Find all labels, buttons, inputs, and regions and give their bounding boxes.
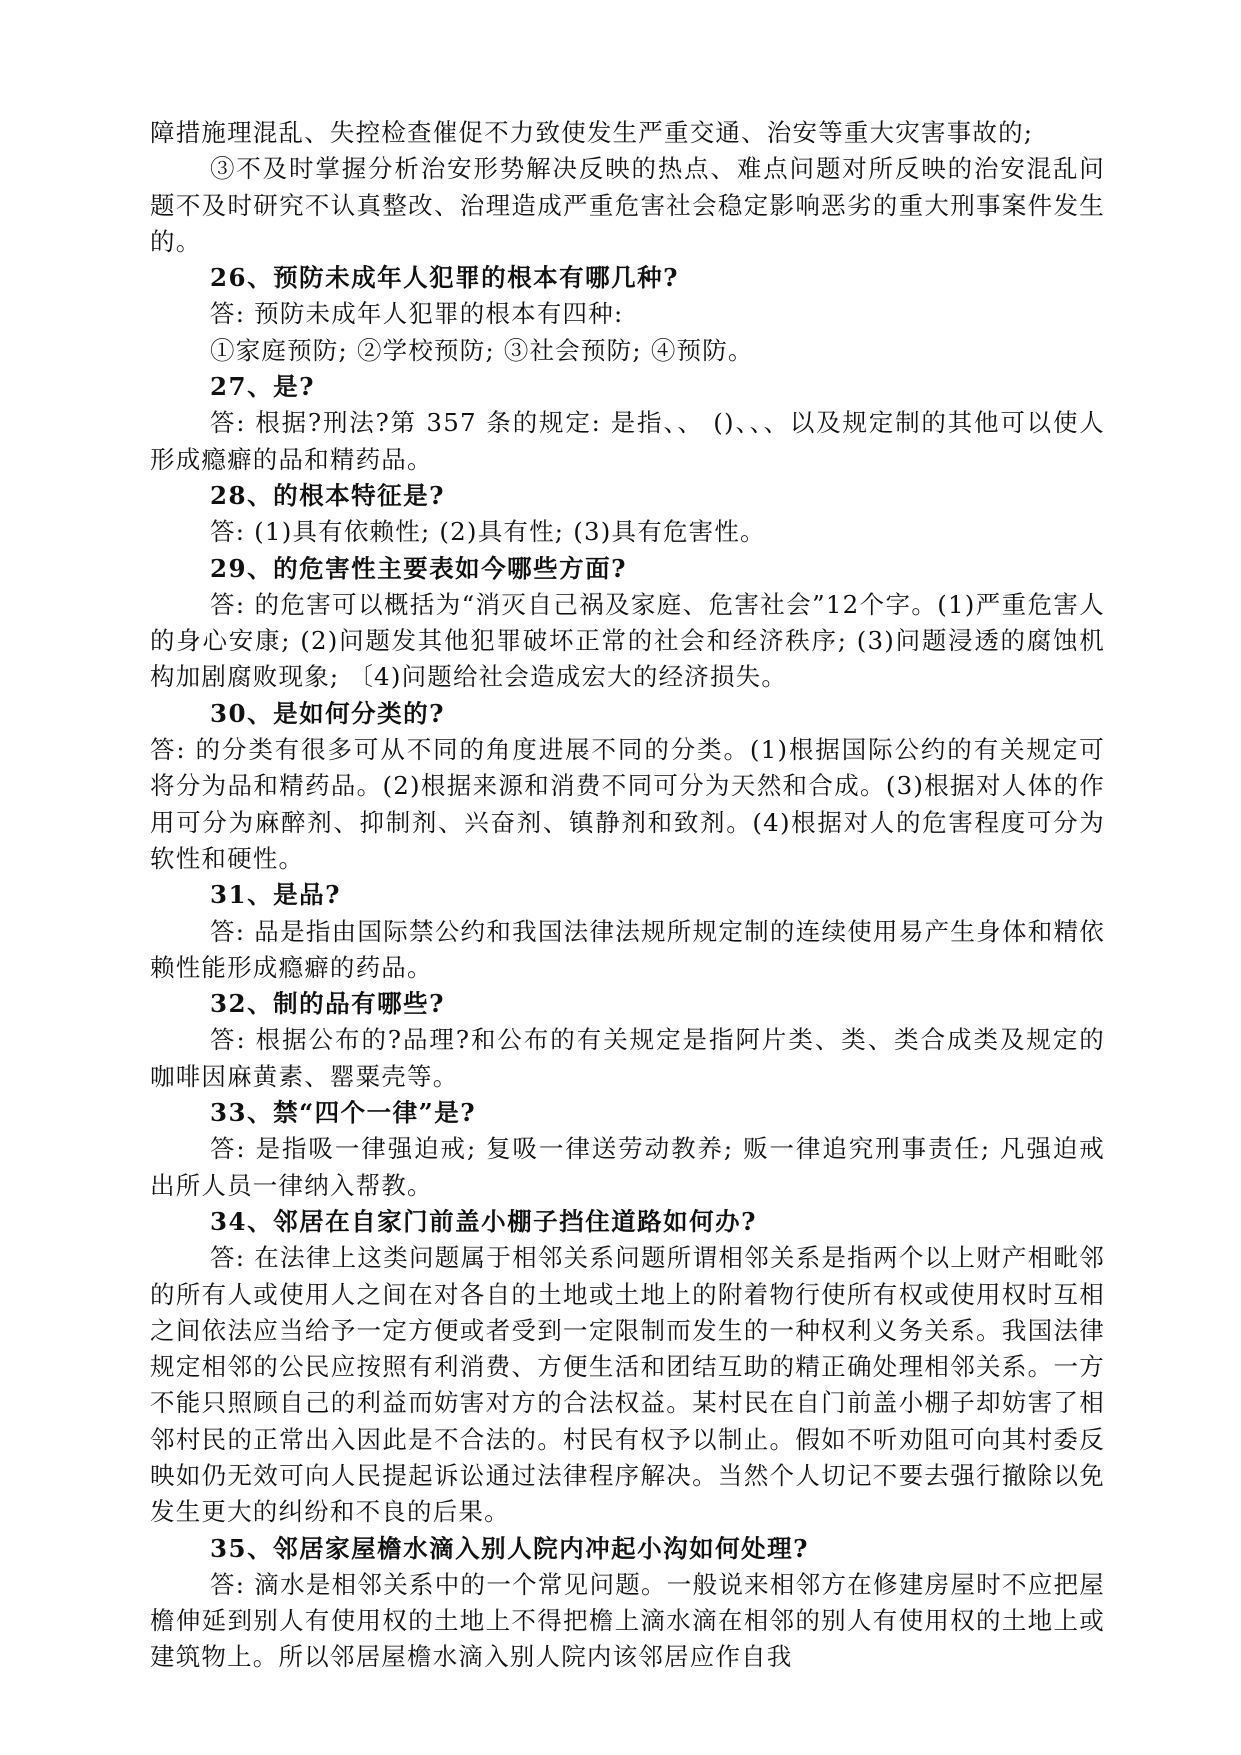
question-heading: 33、禁“四个一律”是? bbox=[210, 1098, 477, 1128]
answer-paragraph: 答: 在法律上这类问题属于相邻关系问题所谓相邻关系是指两个以上财产相毗邻的所有人或使用人之间在对各自的土地或土地上的附着物行使所有权或使用权时互相之间依法应当给予一定方便或者受到一定限制而发生的一种权利义务关系。我国法律规定相邻的公民应按照有利消费、方便生活和团结互助的精正确处理相邻关系。一方不能只照顾自己的利益而妨害对方的合法权益。某村民在自门前盖小棚子却妨害了相邻村民的正常出入因此是不合法的。村民有权予以制止。假如不听劝阻可向其村委反映如仍无效可向人民提起诉讼通过法律程序解决。当然个人切记不要去强行撤除以免发生更大的纠纷和不良的后果。 bbox=[150, 1243, 1105, 1527]
question-heading: 30、是如何分类的? bbox=[210, 698, 445, 728]
question-heading: 29、的危害性主要表如今哪些方面? bbox=[210, 553, 627, 583]
question-heading: 32、制的品有哪些? bbox=[210, 989, 445, 1019]
document-body bbox=[150, 115, 1105, 1676]
answer-paragraph: 答: 根据?刑法?第 357 条的规定: 是指、、 ()、、、以及规定制的其他可以使人形成瘾癖的品和精药品。 bbox=[150, 408, 1105, 474]
answer-paragraph: 答: 根据公布的?品理?和公布的有关规定是指阿片类、类、类合成类及规定的咖啡因麻黄素、罂粟壳等。 bbox=[150, 1025, 1105, 1091]
answer-paragraph: 答: 的分类有很多可从不同的角度进展不同的分类。(1)根据国际公约的有关规定可将分为品和精药品。(2)根据来源和消费不同可分为天然和合成。(3)根据对人体的作用可分为麻醉剂、抑制剂、兴奋剂、镇静剂和致剂。(4)根据对人的危害程度可分为软性和硬性。 bbox=[150, 735, 1105, 873]
answer-paragraph: 答: 滴水是相邻关系中的一个常见问题。一般说来相邻方在修建房屋时不应把屋檐伸延到别人有使用权的土地上不得把檐上滴水滴在相邻的别人有使用权的土地上或建筑物上。所以邻居屋檐水滴入别人院内该邻居应作自我 bbox=[150, 1569, 1105, 1672]
answer-paragraph: 答: (1)具有依赖性; (2)具有性; (3)具有危害性。 bbox=[210, 517, 766, 547]
question-heading: 26、预防未成年人犯罪的根本有哪几种? bbox=[210, 263, 679, 293]
question-heading: 35、邻居家屋檐水滴入别人院内冲起小沟如何处理? bbox=[210, 1533, 809, 1563]
question-heading: 31、是品? bbox=[210, 880, 341, 910]
paragraph: ③不及时掌握分析治安形势解决反映的热点、难点问题对所反映的治安混乱问题不及时研究不认真整改、治理造成严重危害社会稳定影响恶劣的重大刑事案件发生的。 bbox=[150, 154, 1105, 256]
question-heading: 28、的根本特征是? bbox=[210, 480, 445, 510]
answer-paragraph: 答: 的危害可以概括为“消灭自己祸及家庭、危害社会”12个字。(1)严重危害人的身心安康; (2)问题发其他犯罪破坏正常的社会和经济秩序; (3)问题浸透的腐蚀机构加剧腐败现象; 〔4)问题给社会造成宏大的经济损失。 bbox=[150, 589, 1105, 692]
paragraph: ①家庭预防; ②学校预防; ③社会预防; ④预防。 bbox=[210, 335, 754, 365]
answer-paragraph: 答: 品是指由国际禁公约和我国法律法规所规定制的连续使用易产生身体和精依赖性能形成瘾癖的药品。 bbox=[150, 916, 1105, 982]
answer-paragraph: 答: 是指吸一律强迫戒; 复吸一律送劳动教养; 贩一律追究刑事责任; 凡强迫戒出所人员一律纳入帮教。 bbox=[150, 1134, 1105, 1200]
question-heading: 34、邻居在自家门前盖小棚子挡住道路如何办? bbox=[210, 1206, 757, 1236]
answer-paragraph: 答: 预防未成年人犯罪的根本有四种: bbox=[210, 299, 624, 329]
paragraph: 障措施理混乱、失控检查催促不力致使发生严重交通、治安等重大灾害事故的; bbox=[150, 118, 1034, 147]
question-heading: 27、是? bbox=[210, 372, 315, 402]
